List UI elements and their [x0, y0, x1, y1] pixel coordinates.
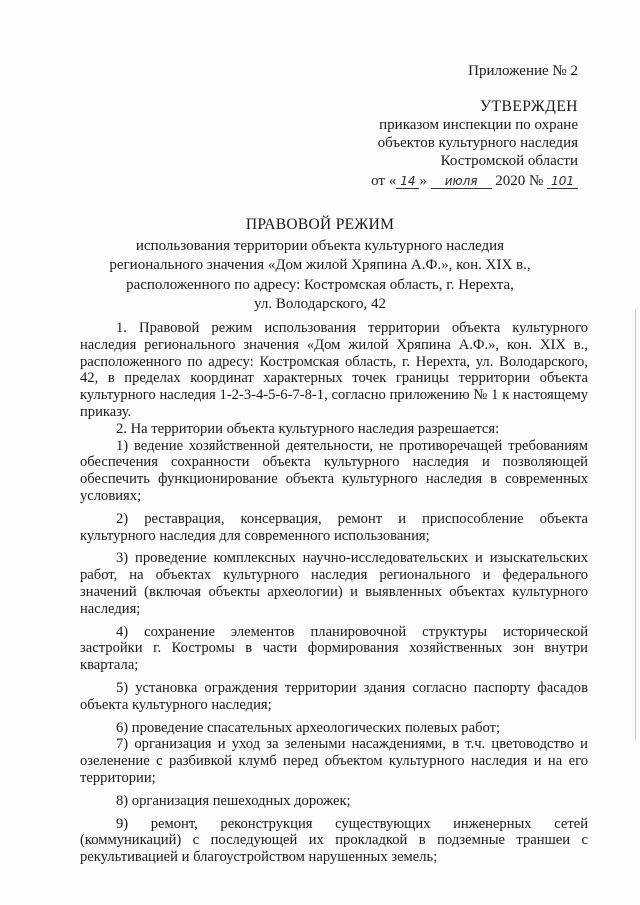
list-item: 4) сохранение элементов планировочной структуры исторической застройки г. Костромы в части формирования хозяйственных зон внутри квартала; [80, 623, 588, 674]
handwritten-month: июля [431, 174, 492, 189]
title-line: расположенного по адресу: Костромская область, г. Нерехта, [126, 276, 514, 293]
date-year: 2020 № [495, 173, 544, 189]
date-separator: » [419, 173, 427, 189]
appendix-label: Приложение № 2 [468, 63, 578, 79]
list-item: 8) организация пешеходных дорожек; [116, 792, 351, 809]
handwritten-day: 14 [396, 174, 419, 189]
list-item: 6) проведение спасательных археологических полевых работ; [116, 719, 501, 736]
date-prefix: от « [371, 173, 397, 189]
document-title [0, 215, 640, 315]
handwritten-order-number: 101 [547, 174, 578, 189]
order-date-line [371, 172, 578, 190]
document-body [80, 320, 588, 866]
scan-edge-line [635, 310, 636, 740]
approved-label: УТВЕРЖДЕН [480, 98, 578, 115]
order-line: приказом инспекции по охране [379, 117, 578, 133]
title-heading: ПРАВОВОЙ РЕЖИМ [245, 216, 395, 233]
list-item: 2) реставрация, консервация, ремонт и приспособление объекта культурного наследия для современного использования; [80, 510, 588, 544]
paragraph: 2. На территории объекта культурного наследия разрешается: [116, 420, 500, 437]
approval-header [371, 62, 578, 190]
list-item: 1) ведение хозяйственной деятельности, не противоречащей требованиям обеспечения сохранности объекта культурного наследия и позволяющей обеспечить функционирование объекта культурного наследия в современных условиях; [80, 437, 588, 504]
paragraph: 1. Правовой режим использования территории объекта культурного наследия регионального значения «Дом жилой Хряпина А.Ф.», кон. XIX в., расположенного по адресу: Костромская область, г. Нерехта, ул. Володарского, 42, в пределах координат характерных точек границы территории объекта культурного наследия 1-2-3-4-5-6-7-8-1, согласно приложению № 1 к настоящему приказу. [80, 320, 588, 420]
title-line: регионального значения «Дом жилой Хряпина А.Ф.», кон. XIX в., [109, 257, 531, 273]
list-item: 7) организация и уход за зелеными насаждениями, в т.ч. цветоводство и озеленение с разбивкой клумб перед объектом культурного наследия и на его территории; [80, 736, 588, 786]
order-line: Костромской области [440, 153, 578, 169]
title-line: использования территории объекта культурного наследия [135, 237, 505, 254]
list-item: 9) ремонт, реконструкция существующих инженерных сетей (коммуникаций) с последующей их прокладкой в подземные траншеи с рекультивацией и благоустройством нарушенных земель; [80, 815, 588, 866]
title-line: ул. Володарского, 42 [254, 296, 386, 312]
list-item: 5) установка ограждения территории здания согласно паспорту фасадов объекта культурного наследия; [80, 679, 588, 713]
list-item: 3) проведение комплексных научно-исследовательских и изыскательских работ, на объектах культурного наследия регионального и федерального значений (включая объекты археологии) и выявленных объектах культурного наследия; [80, 550, 588, 617]
order-line: объектов культурного наследия [377, 135, 578, 151]
